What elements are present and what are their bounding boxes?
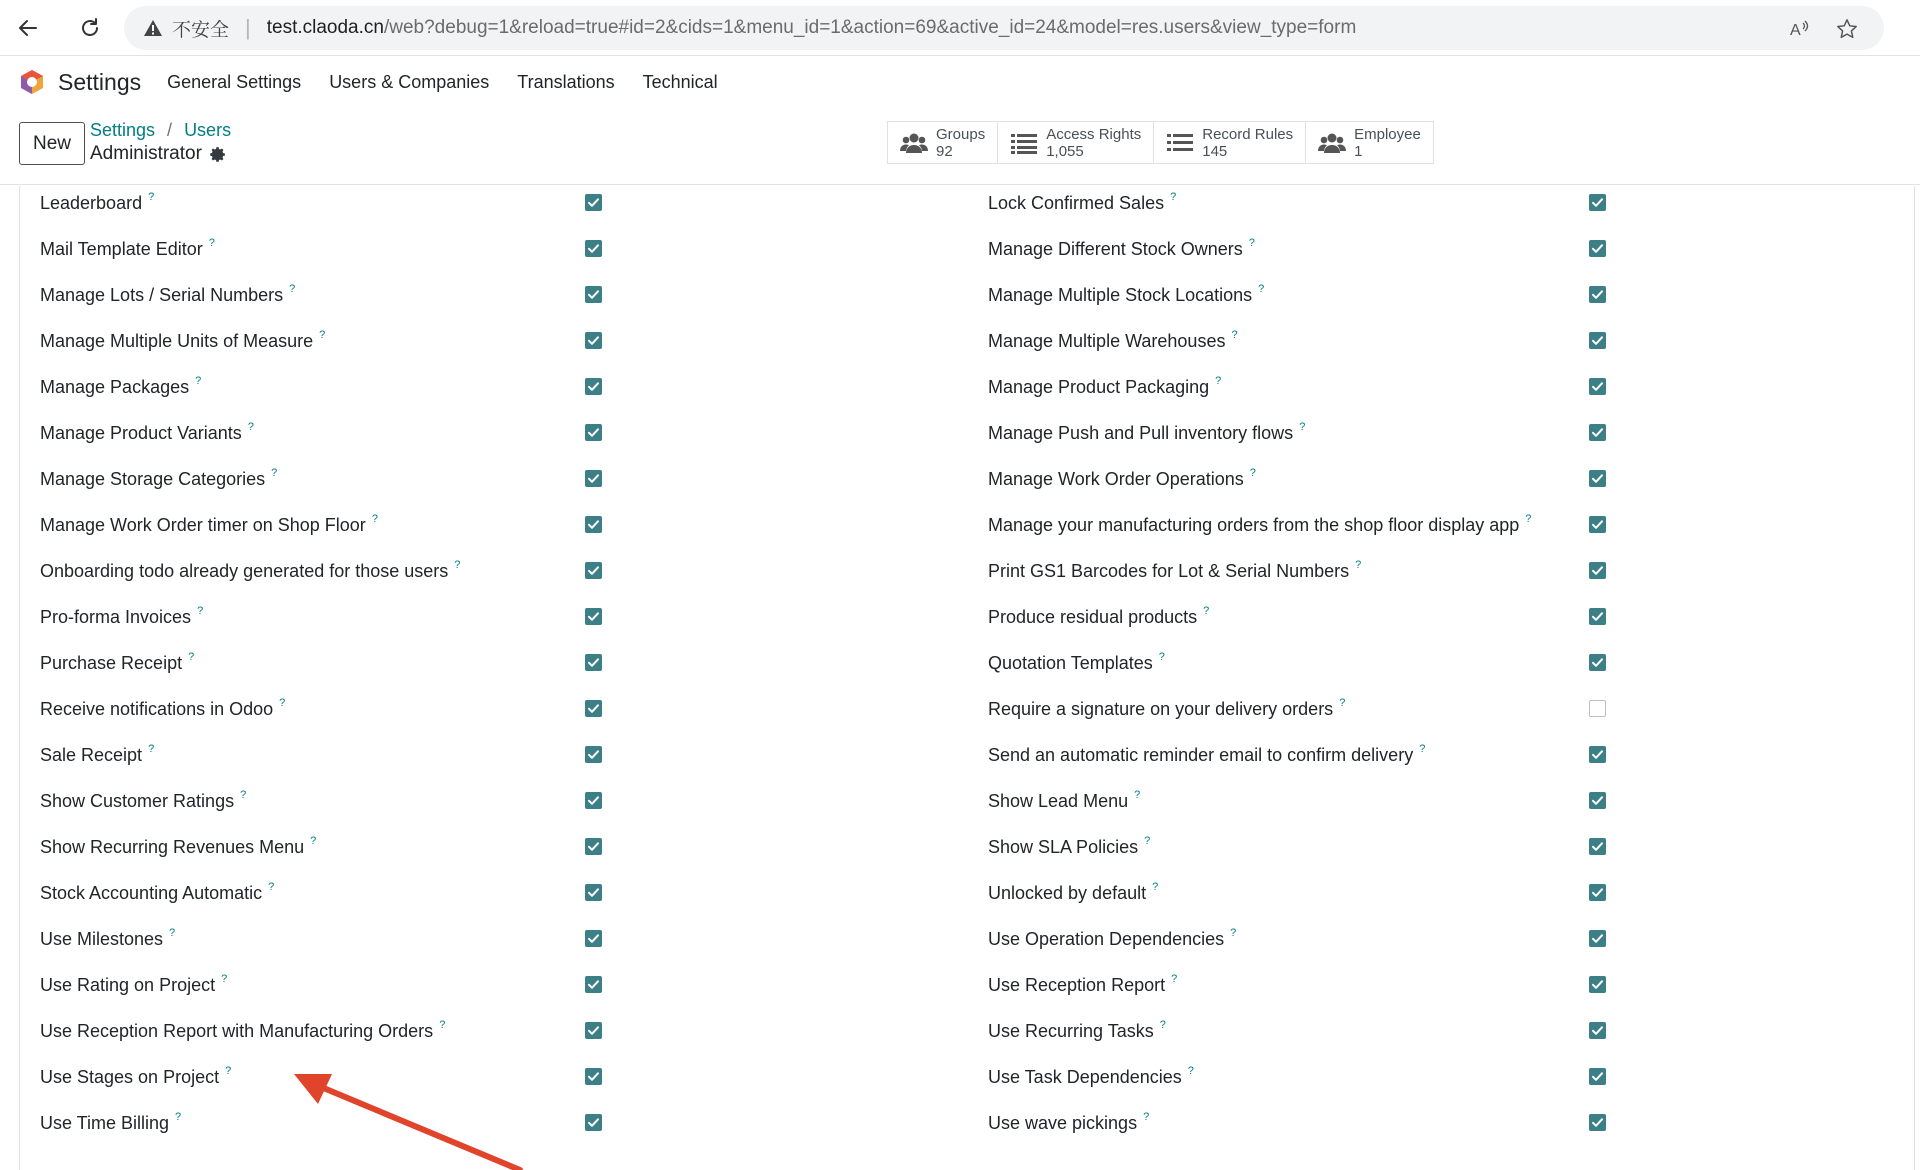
permission-row [988, 280, 1264, 310]
permission-row [988, 832, 1150, 862]
permission-row [988, 188, 1176, 218]
help-tooltip-icon[interactable]: ? [169, 927, 176, 939]
browser-toolbar [0, 0, 1920, 56]
permission-checkbox[interactable] [1589, 746, 1606, 763]
help-tooltip-icon[interactable]: ? [1339, 697, 1346, 709]
permission-checkbox[interactable] [585, 424, 602, 441]
read-aloud-icon[interactable] [1786, 16, 1812, 42]
reload-icon[interactable] [70, 8, 110, 48]
permission-label: Manage Packages [40, 376, 190, 397]
permission-row [988, 1062, 1194, 1092]
help-tooltip-icon[interactable]: ? [454, 559, 461, 571]
permission-checkbox[interactable] [585, 1114, 602, 1131]
permission-row [988, 694, 1345, 724]
permission-checkbox[interactable] [1589, 792, 1606, 809]
permission-row [40, 326, 325, 356]
permission-label: Show Customer Ratings [40, 790, 235, 811]
help-tooltip-icon[interactable]: ? [1152, 881, 1159, 893]
sheet-border [19, 186, 20, 1170]
permission-label: Show Recurring Revenues Menu [40, 836, 305, 857]
permission-row [988, 648, 1165, 678]
help-tooltip-icon[interactable]: ? [175, 1111, 182, 1123]
help-tooltip-icon[interactable]: ? [289, 283, 296, 295]
new-button[interactable]: New [19, 122, 85, 165]
permission-checkbox[interactable] [585, 562, 602, 579]
permission-label: Stock Accounting Automatic [40, 882, 263, 903]
stat-buttons [887, 121, 1434, 164]
permission-label: Mail Template Editor [40, 238, 203, 259]
menu-translations[interactable]: Translations [517, 71, 615, 92]
permission-label: Receive notifications in Odoo [40, 698, 274, 719]
svg-text:A: A [1790, 22, 1801, 39]
permission-row [988, 372, 1221, 402]
help-tooltip-icon[interactable]: ? [1249, 467, 1256, 479]
permission-checkbox[interactable] [585, 838, 602, 855]
permission-row [988, 234, 1255, 264]
permission-checkbox[interactable] [1589, 930, 1606, 947]
permission-row [40, 418, 254, 448]
permission-label: Use Recurring Tasks [988, 1020, 1154, 1041]
permission-label: Pro-forma Invoices [40, 606, 192, 627]
record-title [90, 143, 228, 165]
permission-row [40, 1062, 231, 1092]
permission-label: Produce residual products [988, 606, 1198, 627]
form-sheet [0, 186, 1920, 1170]
permission-label: Leaderboard [40, 192, 143, 213]
permission-label: Manage Product Packaging [988, 376, 1210, 397]
stat-button-employee[interactable] [1306, 122, 1433, 163]
permission-row [988, 1016, 1166, 1046]
security-status[interactable]: 不安全 [172, 19, 230, 41]
permission-row [40, 924, 175, 954]
help-tooltip-icon[interactable]: ? [1299, 421, 1306, 433]
permission-checkbox[interactable] [585, 240, 602, 257]
permission-label: Manage Lots / Serial Numbers [40, 284, 284, 305]
permission-label: Show SLA Policies [988, 836, 1139, 857]
stat-value: 92 [936, 142, 953, 160]
permission-checkbox[interactable] [585, 792, 602, 809]
permission-label: Use Task Dependencies [988, 1066, 1182, 1087]
annotation-arrow [280, 1066, 540, 1170]
permission-checkbox[interactable] [1589, 332, 1606, 349]
help-tooltip-icon[interactable]: ? [1230, 927, 1237, 939]
permission-label: Use Reception Report with Manufacturing Orders [40, 1020, 434, 1041]
list-icon [1166, 129, 1194, 157]
help-tooltip-icon[interactable]: ? [279, 697, 286, 709]
help-tooltip-icon[interactable]: ? [1158, 651, 1165, 663]
permission-label: Use Operation Dependencies [988, 928, 1225, 949]
permission-label: Onboarding todo already generated for those users [40, 560, 449, 581]
help-tooltip-icon[interactable]: ? [225, 1065, 232, 1077]
help-tooltip-icon[interactable]: ? [197, 605, 204, 617]
permission-row [988, 556, 1361, 586]
permission-label: Quotation Templates [988, 652, 1153, 673]
help-tooltip-icon[interactable]: ? [268, 881, 275, 893]
permission-checkbox[interactable] [585, 378, 602, 395]
permission-label: Send an automatic reminder email to confirm delivery [988, 744, 1414, 765]
breadcrumb-separator: / [167, 120, 173, 140]
permission-label: Manage your manufacturing orders from the shop floor display app [988, 514, 1520, 535]
list-icon [1010, 129, 1038, 157]
stat-value: 1 [1354, 142, 1363, 160]
permission-checkbox[interactable] [585, 194, 602, 211]
permission-row [988, 326, 1238, 356]
permission-checkbox[interactable] [1589, 1114, 1606, 1131]
help-tooltip-icon[interactable]: ? [1159, 1019, 1166, 1031]
permission-checkbox[interactable] [1589, 378, 1606, 395]
permission-checkbox[interactable] [1589, 516, 1606, 533]
permission-label: Show Lead Menu [988, 790, 1129, 811]
permission-label: Sale Receipt [40, 744, 143, 765]
permission-row [40, 740, 154, 770]
permission-checkbox[interactable] [585, 884, 602, 901]
permission-row [988, 602, 1209, 632]
help-tooltip-icon[interactable]: ? [319, 329, 326, 341]
permission-label: Manage Multiple Units of Measure [40, 330, 314, 351]
help-tooltip-icon[interactable]: ? [1355, 559, 1362, 571]
permission-checkbox[interactable] [585, 1068, 602, 1085]
permission-row [40, 786, 246, 816]
permission-row [988, 510, 1531, 540]
help-tooltip-icon[interactable]: ? [271, 467, 278, 479]
permission-row [988, 970, 1177, 1000]
stat-value: 1,055 [1046, 142, 1084, 160]
permission-row [40, 280, 295, 310]
permission-checkbox[interactable] [1589, 976, 1606, 993]
breadcrumb [90, 120, 231, 141]
permission-label: Manage Product Variants [40, 422, 242, 443]
help-tooltip-icon[interactable]: ? [1170, 191, 1177, 203]
permission-label: Use wave pickings [988, 1112, 1138, 1133]
permission-row [40, 648, 194, 678]
help-tooltip-icon[interactable]: ? [1248, 237, 1255, 249]
permission-row [40, 694, 285, 724]
permission-row [988, 924, 1236, 954]
back-arrow-icon[interactable] [8, 8, 48, 48]
help-tooltip-icon[interactable]: ? [371, 513, 378, 525]
permission-label: Unlocked by default [988, 882, 1147, 903]
help-tooltip-icon[interactable]: ? [1231, 329, 1238, 341]
permission-label: Use Stages on Project [40, 1066, 220, 1087]
permission-checkbox[interactable] [1589, 608, 1606, 625]
permission-row [40, 970, 227, 1000]
permission-checkbox[interactable] [585, 654, 602, 671]
permission-label: Use Milestones [40, 928, 164, 949]
permission-row [40, 602, 203, 632]
settings-app-logo-icon[interactable] [18, 68, 46, 96]
permission-row [988, 464, 1256, 494]
stat-button-groups[interactable] [888, 122, 998, 163]
breadcrumb-settings[interactable]: Settings [90, 120, 156, 140]
permission-row [988, 740, 1425, 770]
users-icon [900, 129, 928, 157]
permission-checkbox[interactable] [1589, 424, 1606, 441]
permission-checkbox[interactable] [1589, 562, 1606, 579]
permission-label: Manage Push and Pull inventory flows [988, 422, 1294, 443]
permission-row [40, 1016, 445, 1046]
permission-row [40, 832, 316, 862]
users-icon [1318, 129, 1346, 157]
stat-value: 145 [1202, 142, 1228, 160]
permission-checkbox[interactable] [1589, 700, 1606, 717]
permission-checkbox[interactable] [585, 608, 602, 625]
main-navbar [0, 57, 1920, 107]
permission-checkbox[interactable] [1589, 240, 1606, 257]
permission-row [40, 878, 274, 908]
permission-checkbox[interactable] [1589, 838, 1606, 855]
permission-checkbox[interactable] [585, 516, 602, 533]
help-tooltip-icon[interactable]: ? [195, 375, 202, 387]
help-tooltip-icon[interactable]: ? [1258, 283, 1265, 295]
permission-row [40, 372, 201, 402]
permission-row [988, 1108, 1149, 1138]
permission-checkbox[interactable] [1589, 194, 1606, 211]
help-tooltip-icon[interactable]: ? [1143, 1111, 1150, 1123]
url-host: test.claoda.cn [266, 17, 384, 38]
permission-label: Manage Multiple Warehouses [988, 330, 1226, 351]
stat-label: Employee [1354, 125, 1421, 143]
permission-checkbox[interactable] [585, 286, 602, 303]
permission-checkbox[interactable] [585, 976, 602, 993]
help-tooltip-icon[interactable]: ? [1134, 789, 1141, 801]
help-tooltip-icon[interactable]: ? [1187, 1065, 1194, 1077]
address-bar[interactable] [124, 6, 1884, 50]
permission-row [988, 878, 1158, 908]
address-divider: | [245, 15, 251, 40]
help-tooltip-icon[interactable]: ? [1171, 973, 1178, 985]
permission-label: Lock Confirmed Sales [988, 192, 1165, 213]
permission-label: Print GS1 Barcodes for Lot & Serial Numbers [988, 560, 1350, 581]
help-tooltip-icon[interactable]: ? [1144, 835, 1151, 847]
permission-row [40, 556, 460, 586]
permission-checkbox[interactable] [585, 700, 602, 717]
breadcrumb-users[interactable]: Users [184, 120, 232, 140]
help-tooltip-icon[interactable]: ? [247, 421, 254, 433]
stat-label: Access Rights [1046, 125, 1142, 143]
permission-checkbox[interactable] [585, 746, 602, 763]
gear-icon[interactable] [210, 145, 228, 163]
app-title[interactable]: Settings [58, 68, 142, 95]
permission-checkbox[interactable] [585, 470, 602, 487]
permission-checkbox[interactable] [585, 1022, 602, 1039]
permission-label: Use Rating on Project [40, 974, 216, 995]
permission-checkbox[interactable] [585, 930, 602, 947]
stat-button-record-rules[interactable] [1154, 122, 1306, 163]
permission-label: Use Time Billing [40, 1112, 170, 1133]
permission-checkbox[interactable] [585, 332, 602, 349]
control-panel [0, 107, 1920, 185]
permission-label: Manage Multiple Stock Locations [988, 284, 1253, 305]
help-tooltip-icon[interactable]: ? [310, 835, 317, 847]
permission-checkbox[interactable] [1589, 1068, 1606, 1085]
help-tooltip-icon[interactable]: ? [1419, 743, 1426, 755]
permission-checkbox[interactable] [1589, 1022, 1606, 1039]
stat-label: Record Rules [1202, 125, 1294, 143]
url-path: /web?debug=1&reload=true#id=2&cids=1&menu_id=1&action=69&active_id=24&model=res.users&view_type=form [383, 17, 1357, 38]
help-tooltip-icon[interactable]: ? [208, 237, 215, 249]
permission-checkbox[interactable] [1589, 654, 1606, 671]
help-tooltip-icon[interactable]: ? [221, 973, 228, 985]
menu-technical[interactable]: Technical [642, 71, 718, 92]
permission-checkbox[interactable] [1589, 884, 1606, 901]
help-tooltip-icon[interactable]: ? [1525, 513, 1532, 525]
record-name: Administrator [90, 143, 202, 164]
permission-row [40, 234, 215, 264]
stat-label: Groups [936, 125, 986, 143]
favorite-star-icon[interactable] [1834, 16, 1860, 42]
permission-label: Use Reception Report [988, 974, 1166, 995]
permission-label: Purchase Receipt [40, 652, 183, 673]
permission-label: Manage Work Order timer on Shop Floor [40, 514, 366, 535]
help-tooltip-icon[interactable]: ? [148, 191, 155, 203]
permission-label: Manage Different Stock Owners [988, 238, 1243, 259]
permission-checkbox[interactable] [1589, 470, 1606, 487]
permission-row [988, 418, 1305, 448]
warning-icon[interactable] [142, 17, 164, 39]
stat-button-access-rights[interactable] [998, 122, 1154, 163]
help-tooltip-icon[interactable]: ? [240, 789, 247, 801]
menu-general-settings[interactable]: General Settings [167, 71, 302, 92]
menu-users-companies[interactable]: Users & Companies [329, 71, 490, 92]
help-tooltip-icon[interactable]: ? [1203, 605, 1210, 617]
permission-label: Manage Work Order Operations [988, 468, 1244, 489]
permission-row [40, 1108, 181, 1138]
permission-row [988, 786, 1140, 816]
permission-row [40, 188, 154, 218]
permission-row [40, 464, 277, 494]
help-tooltip-icon[interactable]: ? [148, 743, 155, 755]
permission-label: Manage Storage Categories [40, 468, 266, 489]
permission-row [40, 510, 378, 540]
help-tooltip-icon[interactable]: ? [188, 651, 195, 663]
permission-checkbox[interactable] [1589, 286, 1606, 303]
help-tooltip-icon[interactable]: ? [439, 1019, 446, 1031]
permission-label: Require a signature on your delivery orders [988, 698, 1334, 719]
sheet-border [1914, 186, 1915, 1170]
help-tooltip-icon[interactable]: ? [1215, 375, 1222, 387]
